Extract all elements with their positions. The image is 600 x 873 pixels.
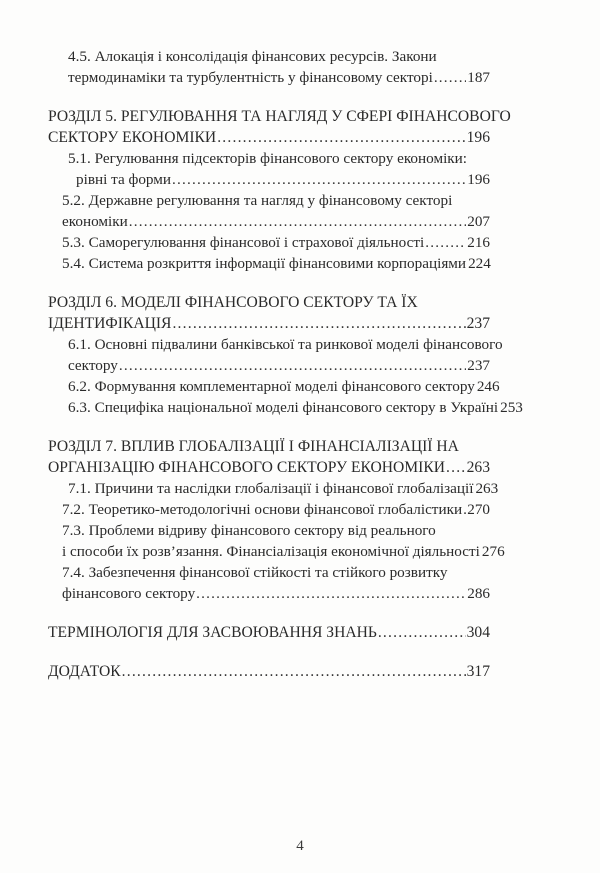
toc-entry-text: 7.1. Причини та наслідки глобалізації і фінансової глобалізації: [68, 480, 474, 497]
page-ref: 263: [475, 480, 499, 497]
toc-entry-7-2[interactable]: [48, 499, 490, 520]
toc-entry-text: 6.1. Основні підвалини банківської та ринкової моделі фінансового: [68, 336, 503, 353]
chapter-title: ТЕРМІНОЛОГІЯ ДЛЯ ЗАСВОЮВАННЯ ЗНАНЬ: [48, 624, 377, 641]
chapter-title: СЕКТОРУ ЕКОНОМІКИ: [48, 129, 217, 146]
dot-leader: [378, 622, 466, 643]
chapter-title: РОЗДІЛ 7. ВПЛИВ ГЛОБАЛІЗАЦІЇ І ФІНАНСІАЛІЗАЦІЇ НА: [48, 438, 459, 455]
toc-chapter-6-heading[interactable]: [48, 292, 490, 334]
toc-entry-7-3[interactable]: [48, 520, 505, 562]
toc-entry-text: рівні та форми: [76, 171, 172, 188]
toc-entry-text: 4.5. Алокація і консолідація фінансових ресурсів. Закони: [68, 48, 437, 65]
toc-chapter-7: [48, 436, 490, 478]
page-number: 4: [296, 838, 304, 854]
toc-entry-7-1[interactable]: [48, 478, 499, 499]
toc-chapter-5-heading[interactable]: [48, 106, 511, 148]
toc-entry-text: економіки: [62, 213, 128, 230]
chapter-title: ДОДАТОК: [48, 663, 121, 680]
page-ref: 207: [467, 213, 490, 230]
toc-entry-text: 5.4. Система розкриття інформації фінансовими корпораціями: [62, 255, 467, 272]
page-ref: 196: [466, 129, 490, 146]
toc-entry-text: 5.3. Саморегулювання фінансової і страхової діяльності: [62, 234, 425, 251]
toc-entry-6-2[interactable]: [48, 376, 500, 397]
toc-entry-7-4[interactable]: [48, 562, 490, 604]
toc-entry-text: 6.2. Формування комплементарної моделі фінансового сектору: [68, 378, 475, 395]
toc-entry-text: 7.3. Проблеми відриву фінансового сектору від реального: [62, 522, 436, 539]
dot-leader: [172, 313, 465, 334]
toc-entry-5-1[interactable]: [48, 148, 490, 190]
toc-entry-text: 7.2. Теоретико-методологічні основи фінансової глобалістики: [62, 501, 463, 518]
dot-leader: [122, 661, 466, 682]
page-ref: 270: [467, 501, 490, 518]
page-ref: 263: [466, 459, 490, 476]
toc-entry-text: термодинаміки та турбулентність у фінансовому секторі: [68, 69, 433, 86]
toc-entry-6-1[interactable]: [48, 334, 503, 376]
dot-leader: [434, 67, 466, 88]
toc-entry-text: 7.4. Забезпечення фінансової стійкості та стійкого розвитку: [62, 564, 448, 581]
toc-entry-text: 6.3. Специфіка національної моделі фінансового сектору в Україні: [68, 399, 499, 416]
dot-leader: [463, 499, 466, 520]
table-of-contents: [48, 46, 523, 682]
toc-entry-5-3[interactable]: [48, 232, 490, 253]
toc-entry-5-4[interactable]: [48, 253, 490, 274]
toc-entry-6-3[interactable]: [48, 397, 523, 418]
page-ref: 187: [467, 69, 490, 86]
toc-entry-4-5[interactable]: [48, 46, 490, 88]
dot-leader: [217, 127, 465, 148]
toc-entry-text: фінансового сектору: [62, 585, 196, 602]
toc-entry-text: 5.1. Регулювання підсекторів фінансового сектору економіки:: [68, 150, 468, 167]
toc-chapter-5: [48, 106, 511, 148]
chapter-title: РОЗДІЛ 6. МОДЕЛІ ФІНАНСОВОГО СЕКТОРУ ТА ЇХ: [48, 294, 418, 311]
dot-leader: [446, 457, 466, 478]
dot-leader: [172, 169, 466, 190]
page-ref: 216: [467, 234, 490, 251]
chapter-title: РОЗДІЛ 5. РЕГУЛЮВАННЯ ТА НАГЛЯД У СФЕРІ ФІНАНСОВОГО: [48, 108, 511, 125]
dot-leader: [425, 232, 466, 253]
page-ref: 237: [467, 357, 490, 374]
page-ref: 237: [466, 315, 490, 332]
toc-entry-text: 5.2. Державне регулювання та нагляд у фінансовому секторі: [62, 192, 453, 209]
page-ref: 276: [481, 543, 505, 560]
toc-entry-text: і способи їх розв’язання. Фінансіалізація економічної діяльності: [62, 543, 480, 560]
page-ref: 317: [466, 663, 490, 680]
toc-chapter-6: [48, 292, 490, 334]
dot-leader: [129, 211, 467, 232]
toc-chapter-7-heading[interactable]: [48, 436, 490, 478]
page-ref: 253: [500, 399, 523, 416]
dot-leader: [119, 355, 466, 376]
page-ref: 246: [476, 378, 500, 395]
toc-appendix[interactable]: [48, 661, 490, 682]
dot-leader: [196, 583, 466, 604]
page-ref: 196: [467, 171, 490, 188]
page-ref: 224: [468, 255, 491, 272]
toc-entry-5-2[interactable]: [48, 190, 490, 232]
toc-terminology[interactable]: [48, 622, 490, 643]
page-ref: 304: [466, 624, 490, 641]
chapter-title: ОРГАНІЗАЦІЮ ФІНАНСОВОГО СЕКТОРУ ЕКОНОМІКИ: [48, 459, 445, 476]
page-ref: 286: [467, 585, 490, 602]
chapter-title: ІДЕНТИФІКАЦІЯ: [48, 315, 172, 332]
toc-entry-text: сектору: [68, 357, 118, 374]
